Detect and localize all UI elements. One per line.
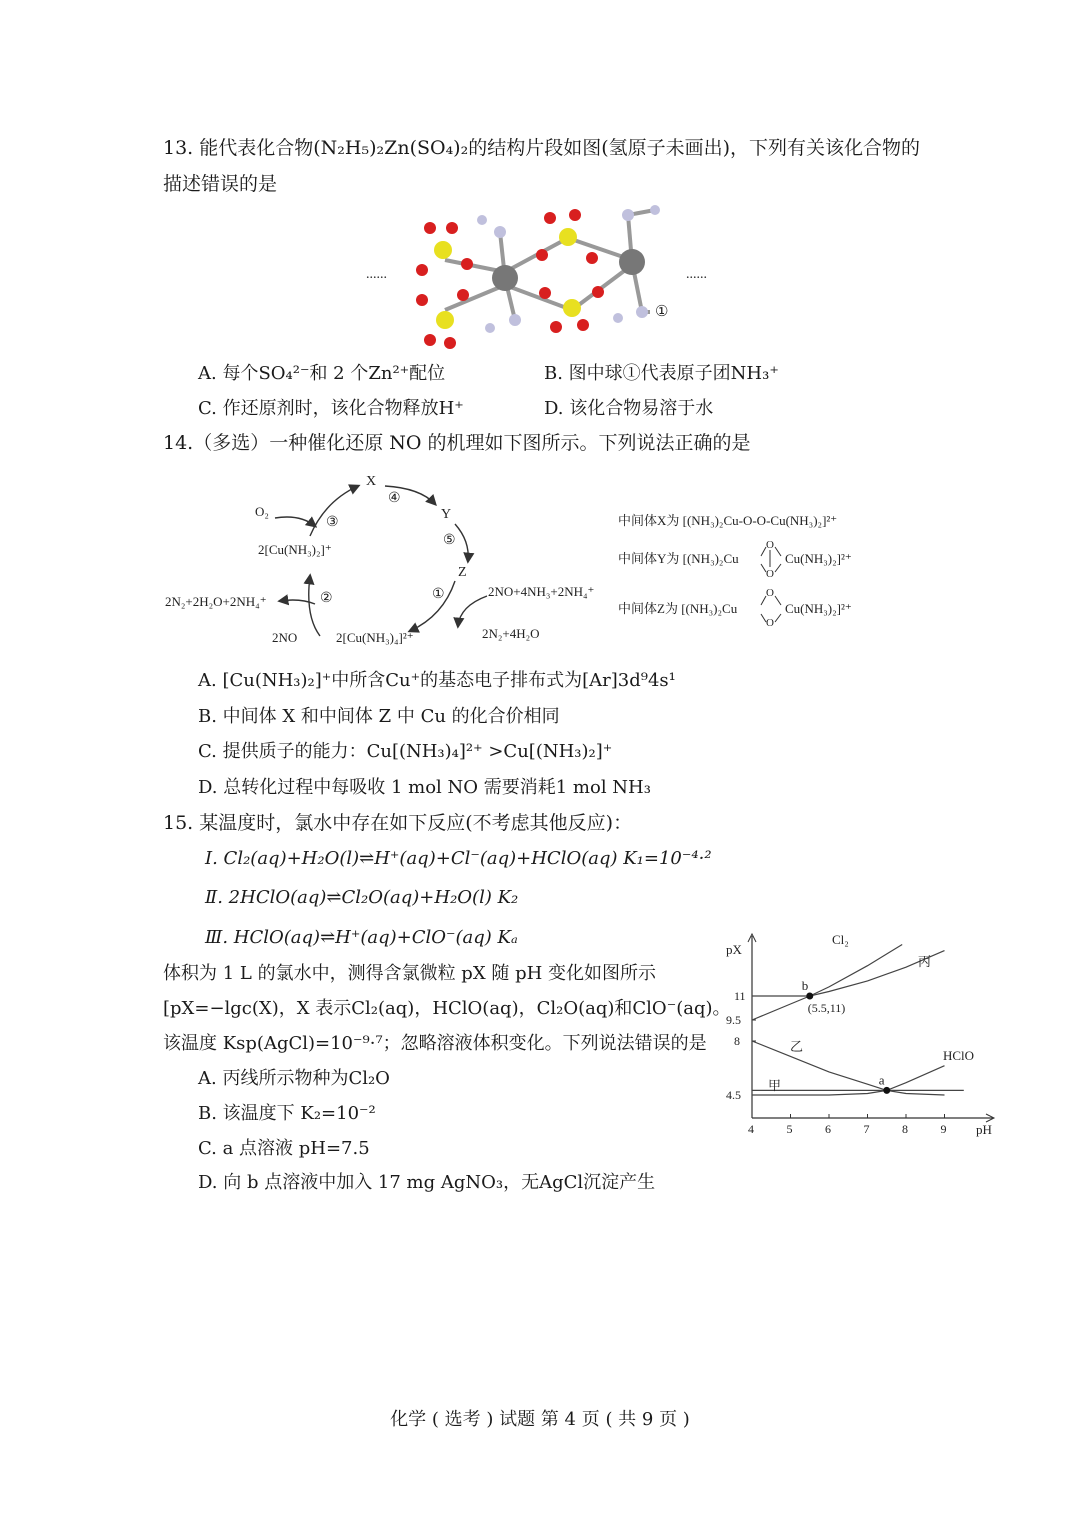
x-tick-label: 4 — [748, 1122, 754, 1136]
cycle-o2: O₂ — [255, 504, 269, 519]
series-label-4: HClO — [943, 1048, 975, 1063]
intermediate-z-suffix: Cu(NH₃)₂]²⁺ — [785, 601, 852, 616]
series-label-1: 丙 — [918, 954, 932, 969]
q13-option-c: C. 作还原剂时，该化合物释放H⁺ — [198, 398, 464, 419]
x-tick-label: 8 — [902, 1122, 908, 1136]
point-annotation-b: (5.5,11) — [807, 1001, 846, 1015]
series-label-3: 甲 — [768, 1078, 782, 1093]
q14-intermediates — [615, 500, 880, 635]
q13-stem-line2: 描述错误的是 — [163, 173, 278, 195]
q14-option-b: B. 中间体 X 和中间体 Z 中 Cu 的化合价相同 — [198, 706, 560, 727]
q15-eq1: Ⅰ. Cl₂(aq)+H₂O(l)⇌H⁺(aq)+Cl⁻(aq)+HClO(aq) K₁=10⁻⁴·² — [205, 848, 712, 869]
x-tick-label: 7 — [863, 1122, 870, 1136]
q15-option-d: D. 向 b 点溶液中加入 17 mg AgNO₃，无AgCl沉淀产生 — [198, 1172, 656, 1193]
series-label-2: 乙 — [790, 1039, 804, 1054]
q14-mechanism-cycle — [160, 466, 610, 651]
q15-px-ph-chart — [718, 928, 1008, 1143]
point-label-b: b — [801, 978, 809, 993]
intermediate-z-prefix: 中间体Z为 [(NH₃)₂Cu — [618, 601, 738, 616]
q13-option-b: B. 图中球①代表原子团NH₃⁺ — [544, 363, 779, 384]
y-tick-label: 4.5 — [726, 1088, 741, 1102]
cycle-cu-nh3-4: 2[Cu(NH₃)₄]²⁺ — [336, 630, 414, 645]
cycle-no-in: 2NO — [272, 630, 298, 645]
q13-structure-figure — [360, 200, 730, 350]
cycle-cu-nh3-2: 2[Cu(NH₃)₂]⁺ — [258, 542, 332, 557]
q15-desc1: 体积为 1 L 的氯水中，测得含氯微粒 pX 随 pH 变化如图所示 — [163, 963, 657, 984]
point-b — [806, 993, 813, 1000]
cycle-products-left: 2N₂+2H₂O+2NH₄⁺ — [165, 594, 267, 609]
y-axis-label: pX — [726, 942, 742, 957]
fig-dots-left: ...... — [366, 267, 387, 282]
cycle-step3: ③ — [326, 515, 339, 530]
intermediate-y-o-bottom: O — [766, 568, 774, 580]
cycle-y: Y — [441, 507, 452, 522]
q15-option-a: A. 丙线所示物种为Cl₂O — [198, 1068, 390, 1089]
q15-stem: 15. 某温度时，氯水中存在如下反应(不考虑其他反应)： — [163, 812, 633, 834]
cycle-x: X — [366, 474, 377, 489]
intermediate-z-o-top: O — [766, 587, 774, 599]
cycle-reactants-right: 2NO+4NH₃+2NH₄⁺ — [488, 584, 595, 599]
y-tick-label: 8 — [734, 1034, 740, 1048]
q14-stem: 14.（多选）一种催化还原 NO 的机理如下图所示。下列说法正确的是 — [163, 432, 751, 454]
q13-option-d: D. 该化合物易溶于水 — [544, 398, 714, 419]
q15-desc2: [pX=−lgc(X)，X 表示Cl₂(aq)，HClO(aq)，Cl₂O(aq)和ClO⁻(aq)。 — [163, 998, 731, 1019]
x-axis-label: pH — [976, 1122, 992, 1137]
x-tick-label: 5 — [786, 1122, 793, 1136]
q15-desc3: 该温度 Ksp(AgCl)=10⁻⁹·⁷；忽略溶液体积变化。下列说法错误的是 — [163, 1033, 707, 1054]
q13-stem-line1: 13. 能代表化合物(N₂H₅)₂Zn(SO₄)₂的结构片段如图(氢原子未画出)，下列有关该化合物的 — [163, 137, 921, 159]
q14-option-d: D. 总转化过程中每吸收 1 mol NO 需要消耗1 mol NH₃ — [198, 777, 651, 798]
y-tick-label: 9.5 — [726, 1013, 741, 1027]
fig-dots-right: ...... — [686, 267, 707, 282]
q15-option-b: B. 该温度下 K₂=10⁻² — [198, 1103, 376, 1124]
q13-option-a: A. 每个SO₄²⁻和 2 个Zn²⁺配位 — [198, 363, 446, 384]
cycle-step2: ② — [320, 591, 333, 606]
intermediate-x: 中间体X为 [(NH₃)₂Cu-O-O-Cu(NH₃)₂]²⁺ — [618, 513, 838, 528]
intermediate-y-suffix: Cu(NH₃)₂]²⁺ — [785, 551, 852, 566]
x-tick-label: 9 — [940, 1122, 947, 1136]
intermediate-z-o-bottom: O — [766, 617, 774, 629]
point-a — [883, 1087, 890, 1094]
series-line-1 — [752, 951, 945, 996]
intermediate-y-prefix: 中间体Y为 [(NH₃)₂Cu — [618, 551, 739, 566]
page-footer: 化学 ( 选考 ) 试题 第 4 页 ( 共 9 页 ) — [390, 1409, 690, 1430]
cycle-step4: ④ — [388, 491, 401, 506]
q15-eq3: Ⅲ. HClO(aq)⇌H⁺(aq)+ClO⁻(aq) Kₐ — [205, 927, 518, 948]
cycle-products-right: 2N₂+4H₂O — [482, 626, 540, 641]
series-label-0: Cl₂ — [832, 932, 849, 947]
cycle-step1: ① — [432, 587, 445, 602]
intermediate-y-o-top: O — [766, 539, 774, 551]
cycle-step5: ⑤ — [443, 533, 456, 548]
q15-option-c: C. a 点溶液 pH=7.5 — [198, 1138, 370, 1159]
point-label-a: a — [878, 1072, 885, 1088]
fig-marker-1: ① — [655, 304, 669, 320]
q14-option-a: A. [Cu(NH₃)₂]⁺中所含Cu⁺的基态电子排布式为[Ar]3d⁹4s¹ — [198, 670, 676, 691]
x-tick-label: 6 — [825, 1122, 831, 1136]
cycle-z: Z — [458, 565, 467, 580]
q15-eq2: Ⅱ. 2HClO(aq)⇌Cl₂O(aq)+H₂O(l) K₂ — [205, 887, 519, 908]
y-tick-label: 11 — [734, 989, 746, 1003]
q14-option-c: C. 提供质子的能力：Cu[(NH₃)₄]²⁺ >Cu[(NH₃)₂]⁺ — [198, 741, 613, 762]
